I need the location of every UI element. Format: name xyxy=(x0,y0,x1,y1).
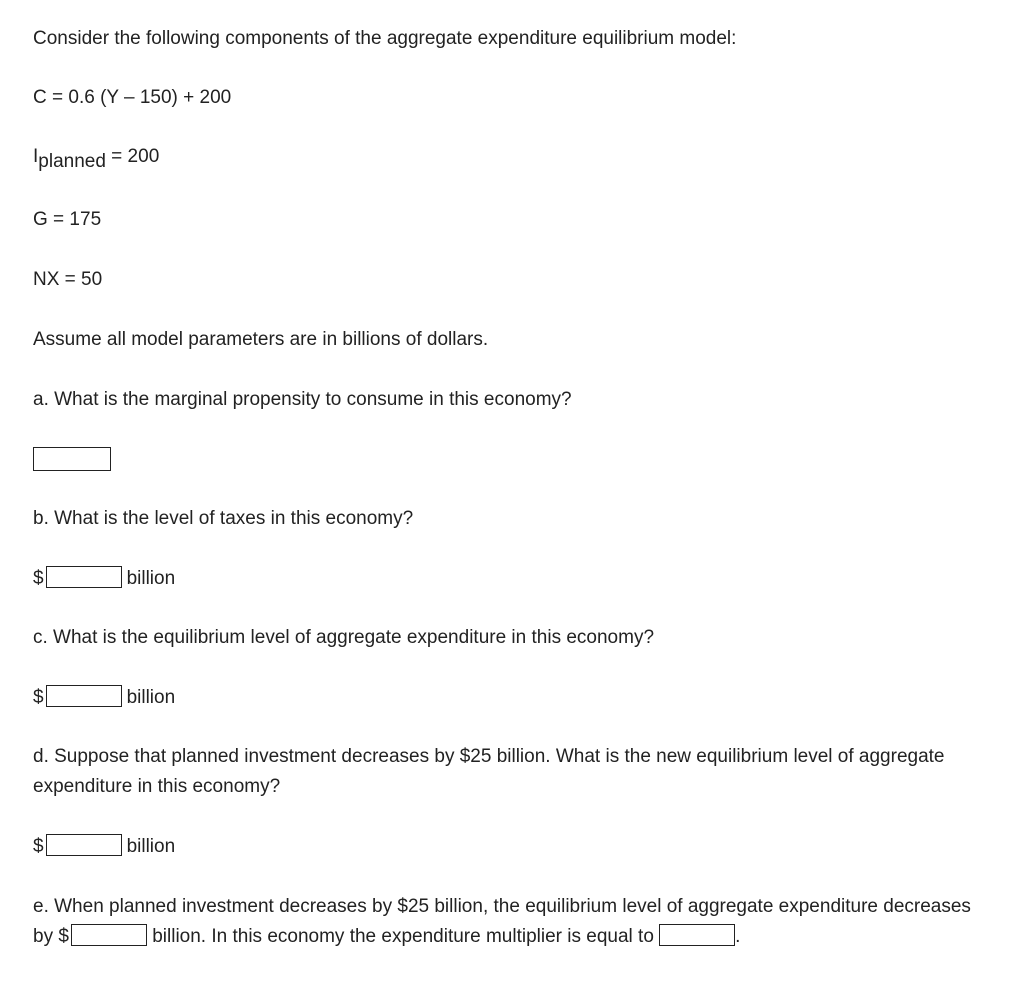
question-a: a. What is the marginal propensity to consume in this economy? xyxy=(33,389,572,410)
question-c: c. What is the equilibrium level of aggregate expenditure in this economy? xyxy=(33,627,655,648)
answer-b-input[interactable] xyxy=(46,566,122,588)
unit-label: billion xyxy=(126,568,176,589)
question-e-text-1: e. When planned investment decreases by $25 billion, the equilibrium level of aggregate expenditure decreases by xyxy=(33,896,971,947)
question-e xyxy=(33,892,993,952)
equation-investment xyxy=(33,142,159,172)
answer-c-input[interactable] xyxy=(46,685,122,707)
investment-symbol: I xyxy=(33,146,39,167)
answer-e-decrease-input[interactable] xyxy=(71,924,147,946)
answer-d-input[interactable] xyxy=(46,834,122,856)
answer-b-row xyxy=(33,564,175,594)
answer-c-row xyxy=(33,683,175,713)
answer-a-input[interactable] xyxy=(33,447,111,471)
investment-value: = 200 xyxy=(105,146,160,167)
equation-government: G = 175 xyxy=(33,209,102,230)
dollar-sign: $ xyxy=(33,687,44,708)
dollar-sign: $ xyxy=(33,568,44,589)
equation-consumption: C = 0.6 (Y – 150) + 200 xyxy=(33,87,232,108)
equation-net-exports: NX = 50 xyxy=(33,269,103,290)
intro-text: Consider the following components of the aggregate expenditure equilibrium model: xyxy=(33,28,737,49)
investment-subscript: planned xyxy=(38,151,106,172)
unit-label: billion xyxy=(126,687,176,708)
answer-d-row xyxy=(33,832,175,862)
question-e-text-2: billion. In this economy the expenditure multiplier is equal to xyxy=(146,926,660,947)
answer-e-multiplier-input[interactable] xyxy=(659,924,735,946)
unit-label: billion xyxy=(126,836,176,857)
dollar-sign: $ xyxy=(58,926,69,947)
question-d: d. Suppose that planned investment decreases by $25 billion. What is the new equilibrium level of aggregate expenditure in this economy? xyxy=(33,746,945,797)
question-b: b. What is the level of taxes in this economy? xyxy=(33,508,414,529)
question-e-period: . xyxy=(735,926,741,947)
answer-a-row xyxy=(33,446,111,476)
assumption-text: Assume all model parameters are in billions of dollars. xyxy=(33,329,489,350)
dollar-sign: $ xyxy=(33,836,44,857)
